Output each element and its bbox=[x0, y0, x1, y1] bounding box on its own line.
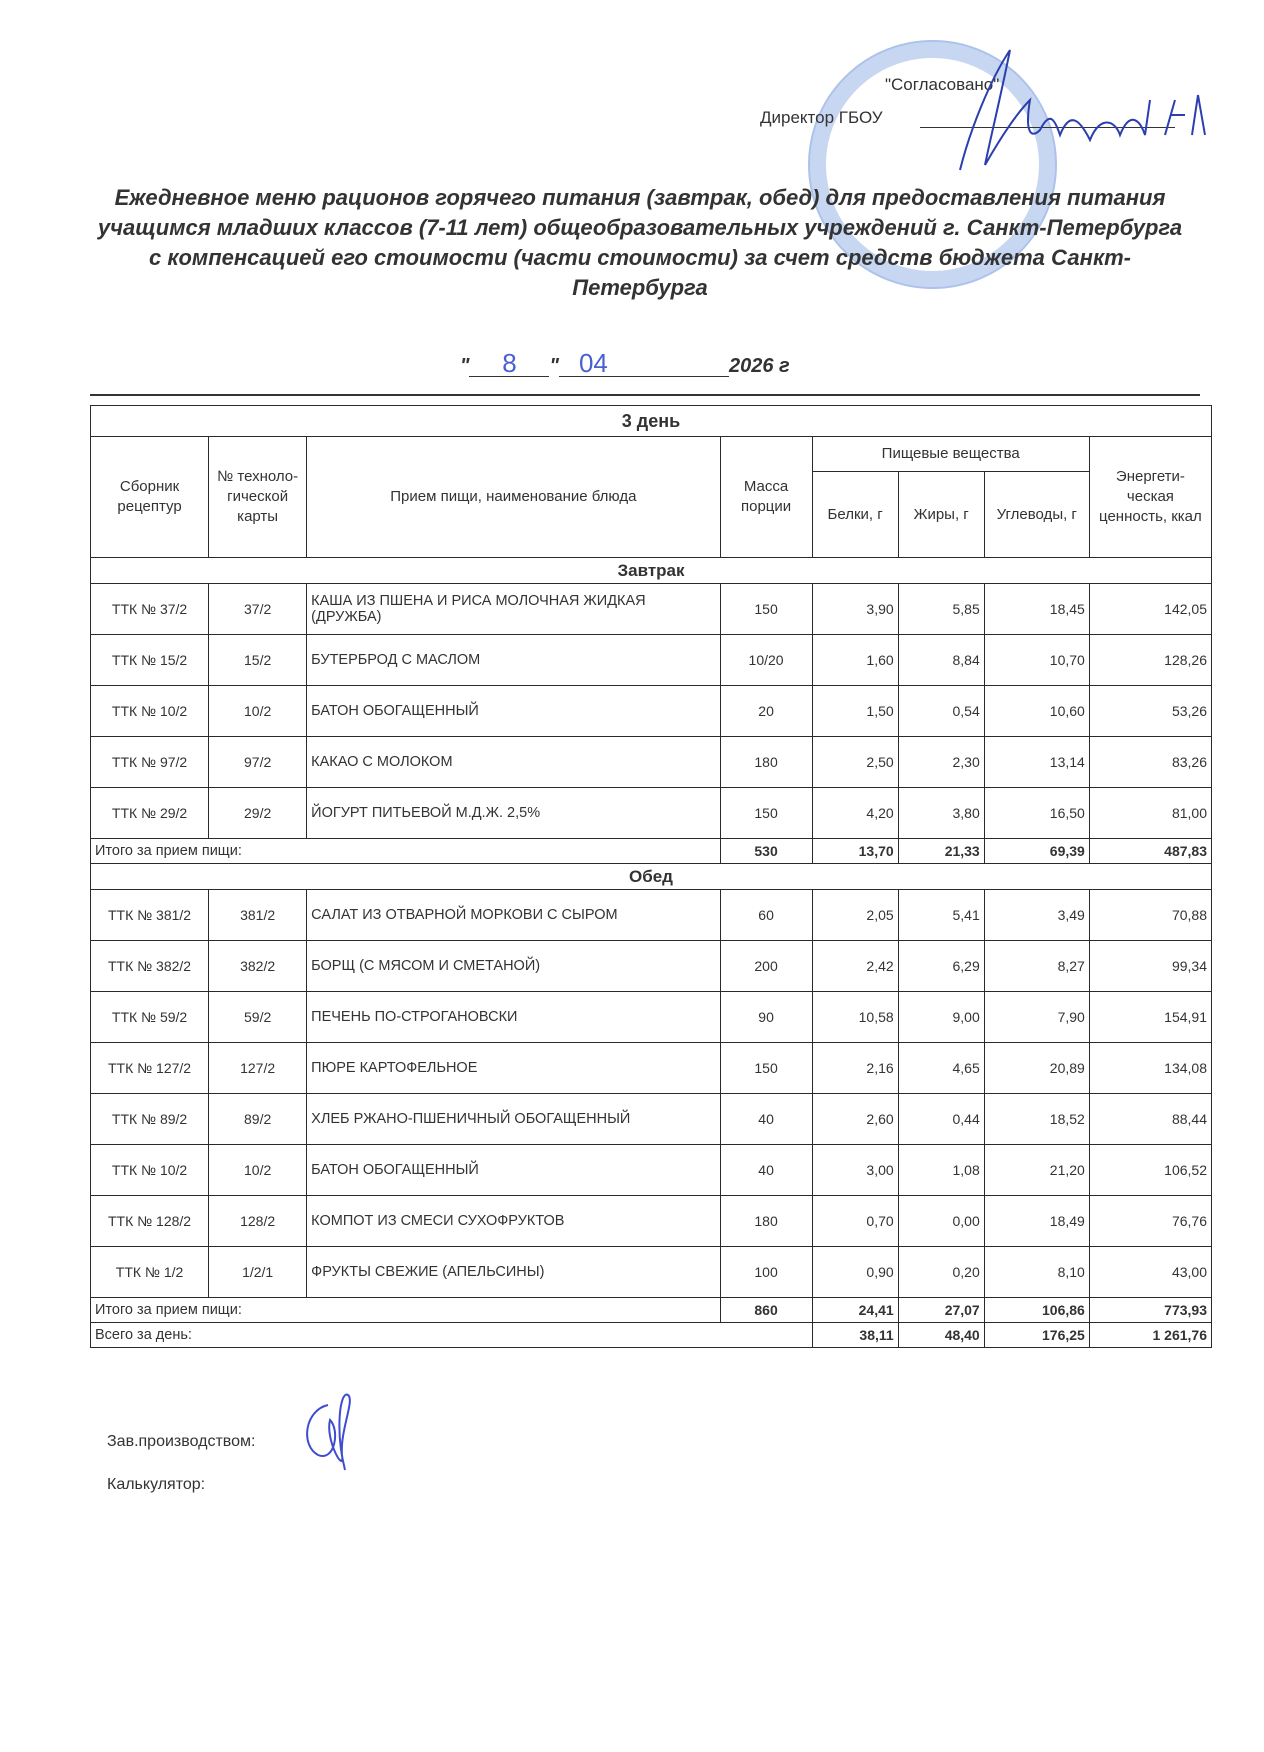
cell-carbs: 16,50 bbox=[984, 788, 1089, 839]
cell-portion: 200 bbox=[720, 941, 812, 992]
total-energy: 487,83 bbox=[1089, 839, 1211, 864]
table-row bbox=[91, 941, 1212, 992]
cell-portion: 150 bbox=[720, 584, 812, 635]
production-head-label: Зав.производством: bbox=[107, 1433, 256, 1450]
cell-collection: ТТК № 1/2 bbox=[91, 1247, 209, 1298]
header-collection: Сборник рецептур bbox=[91, 437, 209, 558]
cell-portion: 150 bbox=[720, 1043, 812, 1094]
cell-energy: 53,26 bbox=[1089, 686, 1211, 737]
cell-dish: ФРУКТЫ СВЕЖИЕ (АПЕЛЬСИНЫ) bbox=[307, 1247, 720, 1298]
cell-carbs: 21,20 bbox=[984, 1145, 1089, 1196]
cell-card: 381/2 bbox=[209, 890, 307, 941]
cell-dish: БУТЕРБРОД С МАСЛОМ bbox=[307, 635, 720, 686]
total-fat: 27,07 bbox=[898, 1298, 984, 1323]
cell-fat: 9,00 bbox=[898, 992, 984, 1043]
total-protein: 24,41 bbox=[812, 1298, 898, 1323]
calculator-label: Калькулятор: bbox=[107, 1476, 206, 1493]
page-title: Ежедневное меню рационов горячего питания (завтрак, обед) для предоставления питания учащимся младших классов (7-11 лет) общеобразовательных учреждений г. Санкт-Петербурга с компенсацией его стоимости (части стоимости) за счет средств бюджета Санкт-Петербурга bbox=[97, 185, 1183, 300]
section-header-breakfast bbox=[91, 558, 1212, 584]
cell-collection: ТТК № 89/2 bbox=[91, 1094, 209, 1145]
signature-line bbox=[920, 127, 1175, 128]
cell-fat: 8,84 bbox=[898, 635, 984, 686]
table-row bbox=[91, 1043, 1212, 1094]
table-row bbox=[91, 788, 1212, 839]
cell-dish: ЙОГУРТ ПИТЬЕВОЙ М.Д.Ж. 2,5% bbox=[307, 788, 720, 839]
cell-carbs: 18,52 bbox=[984, 1094, 1089, 1145]
cell-portion: 180 bbox=[720, 737, 812, 788]
cell-portion: 90 bbox=[720, 992, 812, 1043]
cell-portion: 40 bbox=[720, 1145, 812, 1196]
table-row bbox=[91, 1247, 1212, 1298]
header-tech-card: № техноло-гической карты bbox=[209, 437, 307, 558]
cell-fat: 5,85 bbox=[898, 584, 984, 635]
cell-dish: САЛАТ ИЗ ОТВАРНОЙ МОРКОВИ С СЫРОМ bbox=[307, 890, 720, 941]
cell-dish: БАТОН ОБОГАЩЕННЫЙ bbox=[307, 1145, 720, 1196]
cell-portion: 100 bbox=[720, 1247, 812, 1298]
cell-carbs: 8,10 bbox=[984, 1247, 1089, 1298]
date-quote-open: " bbox=[460, 355, 470, 377]
cell-energy: 134,08 bbox=[1089, 1043, 1211, 1094]
cell-carbs: 10,60 bbox=[984, 686, 1089, 737]
cell-fat: 3,80 bbox=[898, 788, 984, 839]
day-header-row bbox=[91, 406, 1212, 437]
section-name: Обед bbox=[91, 864, 1212, 890]
approval-block bbox=[760, 75, 1220, 145]
date-day: 8 bbox=[469, 350, 549, 377]
cell-carbs: 10,70 bbox=[984, 635, 1089, 686]
approval-agreed-label: "Согласовано" bbox=[885, 75, 1000, 94]
date-month: 04 bbox=[559, 350, 729, 377]
cell-protein: 2,60 bbox=[812, 1094, 898, 1145]
menu-table bbox=[90, 405, 1212, 1348]
cell-protein: 10,58 bbox=[812, 992, 898, 1043]
cell-card: 29/2 bbox=[209, 788, 307, 839]
cell-fat: 5,41 bbox=[898, 890, 984, 941]
table-row bbox=[91, 737, 1212, 788]
table-row bbox=[91, 635, 1212, 686]
total-label: Итого за прием пищи: bbox=[91, 1298, 721, 1323]
cell-card: 127/2 bbox=[209, 1043, 307, 1094]
total-portion: 860 bbox=[720, 1298, 812, 1323]
document-date bbox=[460, 350, 790, 378]
cell-dish: БАТОН ОБОГАЩЕННЫЙ bbox=[307, 686, 720, 737]
cell-energy: 128,26 bbox=[1089, 635, 1211, 686]
column-header-row bbox=[91, 437, 1212, 472]
director-label: Директор ГБОУ bbox=[760, 108, 883, 127]
day-total-row bbox=[91, 1323, 1212, 1348]
cell-carbs: 20,89 bbox=[984, 1043, 1089, 1094]
cell-protein: 2,50 bbox=[812, 737, 898, 788]
cell-carbs: 8,27 bbox=[984, 941, 1089, 992]
lunch-total-row bbox=[91, 1298, 1212, 1323]
cell-carbs: 13,14 bbox=[984, 737, 1089, 788]
cell-protein: 0,70 bbox=[812, 1196, 898, 1247]
cell-collection: ТТК № 127/2 bbox=[91, 1043, 209, 1094]
table-row bbox=[91, 686, 1212, 737]
cell-collection: ТТК № 381/2 bbox=[91, 890, 209, 941]
cell-fat: 0,00 bbox=[898, 1196, 984, 1247]
cell-card: 382/2 bbox=[209, 941, 307, 992]
cell-protein: 1,50 bbox=[812, 686, 898, 737]
header-protein: Белки, г bbox=[812, 472, 898, 558]
cell-dish: КАША ИЗ ПШЕНА И РИСА МОЛОЧНАЯ ЖИДКАЯ (ДРУЖБА) bbox=[307, 584, 720, 635]
cell-dish: БОРЩ (С МЯСОМ И СМЕТАНОЙ) bbox=[307, 941, 720, 992]
cell-portion: 10/20 bbox=[720, 635, 812, 686]
total-fat: 21,33 bbox=[898, 839, 984, 864]
cell-portion: 40 bbox=[720, 1094, 812, 1145]
day-total-protein: 38,11 bbox=[812, 1323, 898, 1348]
cell-fat: 6,29 bbox=[898, 941, 984, 992]
cell-collection: ТТК № 10/2 bbox=[91, 1145, 209, 1196]
cell-card: 128/2 bbox=[209, 1196, 307, 1247]
cell-carbs: 18,45 bbox=[984, 584, 1089, 635]
cell-collection: ТТК № 29/2 bbox=[91, 788, 209, 839]
cell-fat: 0,44 bbox=[898, 1094, 984, 1145]
table-row bbox=[91, 890, 1212, 941]
day-total-fat: 48,40 bbox=[898, 1323, 984, 1348]
day-label: 3 день bbox=[91, 406, 1212, 437]
cell-portion: 20 bbox=[720, 686, 812, 737]
cell-collection: ТТК № 10/2 bbox=[91, 686, 209, 737]
cell-dish: ПЮРЕ КАРТОФЕЛЬНОЕ bbox=[307, 1043, 720, 1094]
header-nutrients: Пищевые вещества bbox=[812, 437, 1089, 472]
cell-carbs: 3,49 bbox=[984, 890, 1089, 941]
cell-carbs: 18,49 bbox=[984, 1196, 1089, 1247]
date-year: 2026 г bbox=[728, 355, 790, 377]
cell-portion: 150 bbox=[720, 788, 812, 839]
cell-fat: 0,54 bbox=[898, 686, 984, 737]
cell-collection: ТТК № 37/2 bbox=[91, 584, 209, 635]
total-portion: 530 bbox=[720, 839, 812, 864]
cell-energy: 99,34 bbox=[1089, 941, 1211, 992]
cell-dish: КОМПОТ ИЗ СМЕСИ СУХОФРУКТОВ bbox=[307, 1196, 720, 1247]
total-energy: 773,93 bbox=[1089, 1298, 1211, 1323]
cell-collection: ТТК № 59/2 bbox=[91, 992, 209, 1043]
table-row bbox=[91, 992, 1212, 1043]
header-portion: Масса порции bbox=[720, 437, 812, 558]
divider bbox=[90, 394, 1200, 396]
table-row bbox=[91, 584, 1212, 635]
cell-collection: ТТК № 128/2 bbox=[91, 1196, 209, 1247]
production-head-signature-icon bbox=[300, 1390, 370, 1480]
cell-energy: 142,05 bbox=[1089, 584, 1211, 635]
cell-energy: 83,26 bbox=[1089, 737, 1211, 788]
day-total-label: Всего за день: bbox=[91, 1323, 813, 1348]
total-protein: 13,70 bbox=[812, 839, 898, 864]
cell-energy: 106,52 bbox=[1089, 1145, 1211, 1196]
cell-card: 10/2 bbox=[209, 686, 307, 737]
date-quote-close: " bbox=[549, 355, 559, 377]
cell-collection: ТТК № 97/2 bbox=[91, 737, 209, 788]
cell-protein: 1,60 bbox=[812, 635, 898, 686]
table-row bbox=[91, 1196, 1212, 1247]
total-carbs: 69,39 bbox=[984, 839, 1089, 864]
cell-fat: 4,65 bbox=[898, 1043, 984, 1094]
cell-dish: ПЕЧЕНЬ ПО-СТРОГАНОВСКИ bbox=[307, 992, 720, 1043]
cell-fat: 1,08 bbox=[898, 1145, 984, 1196]
cell-fat: 0,20 bbox=[898, 1247, 984, 1298]
cell-card: 10/2 bbox=[209, 1145, 307, 1196]
total-label: Итого за прием пищи: bbox=[91, 839, 721, 864]
table-row bbox=[91, 1145, 1212, 1196]
cell-protein: 2,05 bbox=[812, 890, 898, 941]
cell-protein: 4,20 bbox=[812, 788, 898, 839]
day-total-carbs: 176,25 bbox=[984, 1323, 1089, 1348]
breakfast-total-row bbox=[91, 839, 1212, 864]
header-energy: Энергети-ческая ценность, ккал bbox=[1089, 437, 1211, 558]
cell-dish: КАКАО С МОЛОКОМ bbox=[307, 737, 720, 788]
cell-energy: 88,44 bbox=[1089, 1094, 1211, 1145]
cell-carbs: 7,90 bbox=[984, 992, 1089, 1043]
cell-dish: ХЛЕБ РЖАНО-ПШЕНИЧНЫЙ ОБОГАЩЕННЫЙ bbox=[307, 1094, 720, 1145]
cell-fat: 2,30 bbox=[898, 737, 984, 788]
cell-card: 15/2 bbox=[209, 635, 307, 686]
cell-protein: 2,42 bbox=[812, 941, 898, 992]
cell-protein: 3,90 bbox=[812, 584, 898, 635]
cell-card: 97/2 bbox=[209, 737, 307, 788]
cell-card: 37/2 bbox=[209, 584, 307, 635]
cell-energy: 76,76 bbox=[1089, 1196, 1211, 1247]
cell-energy: 70,88 bbox=[1089, 890, 1211, 941]
total-carbs: 106,86 bbox=[984, 1298, 1089, 1323]
cell-energy: 154,91 bbox=[1089, 992, 1211, 1043]
cell-protein: 3,00 bbox=[812, 1145, 898, 1196]
cell-protein: 2,16 bbox=[812, 1043, 898, 1094]
header-fat: Жиры, г bbox=[898, 472, 984, 558]
cell-card: 59/2 bbox=[209, 992, 307, 1043]
cell-portion: 60 bbox=[720, 890, 812, 941]
cell-collection: ТТК № 382/2 bbox=[91, 941, 209, 992]
table-row bbox=[91, 1094, 1212, 1145]
cell-protein: 0,90 bbox=[812, 1247, 898, 1298]
cell-energy: 43,00 bbox=[1089, 1247, 1211, 1298]
cell-portion: 180 bbox=[720, 1196, 812, 1247]
section-name: Завтрак bbox=[91, 558, 1212, 584]
day-total-energy: 1 261,76 bbox=[1089, 1323, 1211, 1348]
cell-collection: ТТК № 15/2 bbox=[91, 635, 209, 686]
header-carbs: Углеводы, г bbox=[984, 472, 1089, 558]
cell-card: 89/2 bbox=[209, 1094, 307, 1145]
cell-card: 1/2/1 bbox=[209, 1247, 307, 1298]
cell-energy: 81,00 bbox=[1089, 788, 1211, 839]
header-dish: Прием пищи, наименование блюда bbox=[307, 437, 720, 558]
section-header-lunch bbox=[91, 864, 1212, 890]
